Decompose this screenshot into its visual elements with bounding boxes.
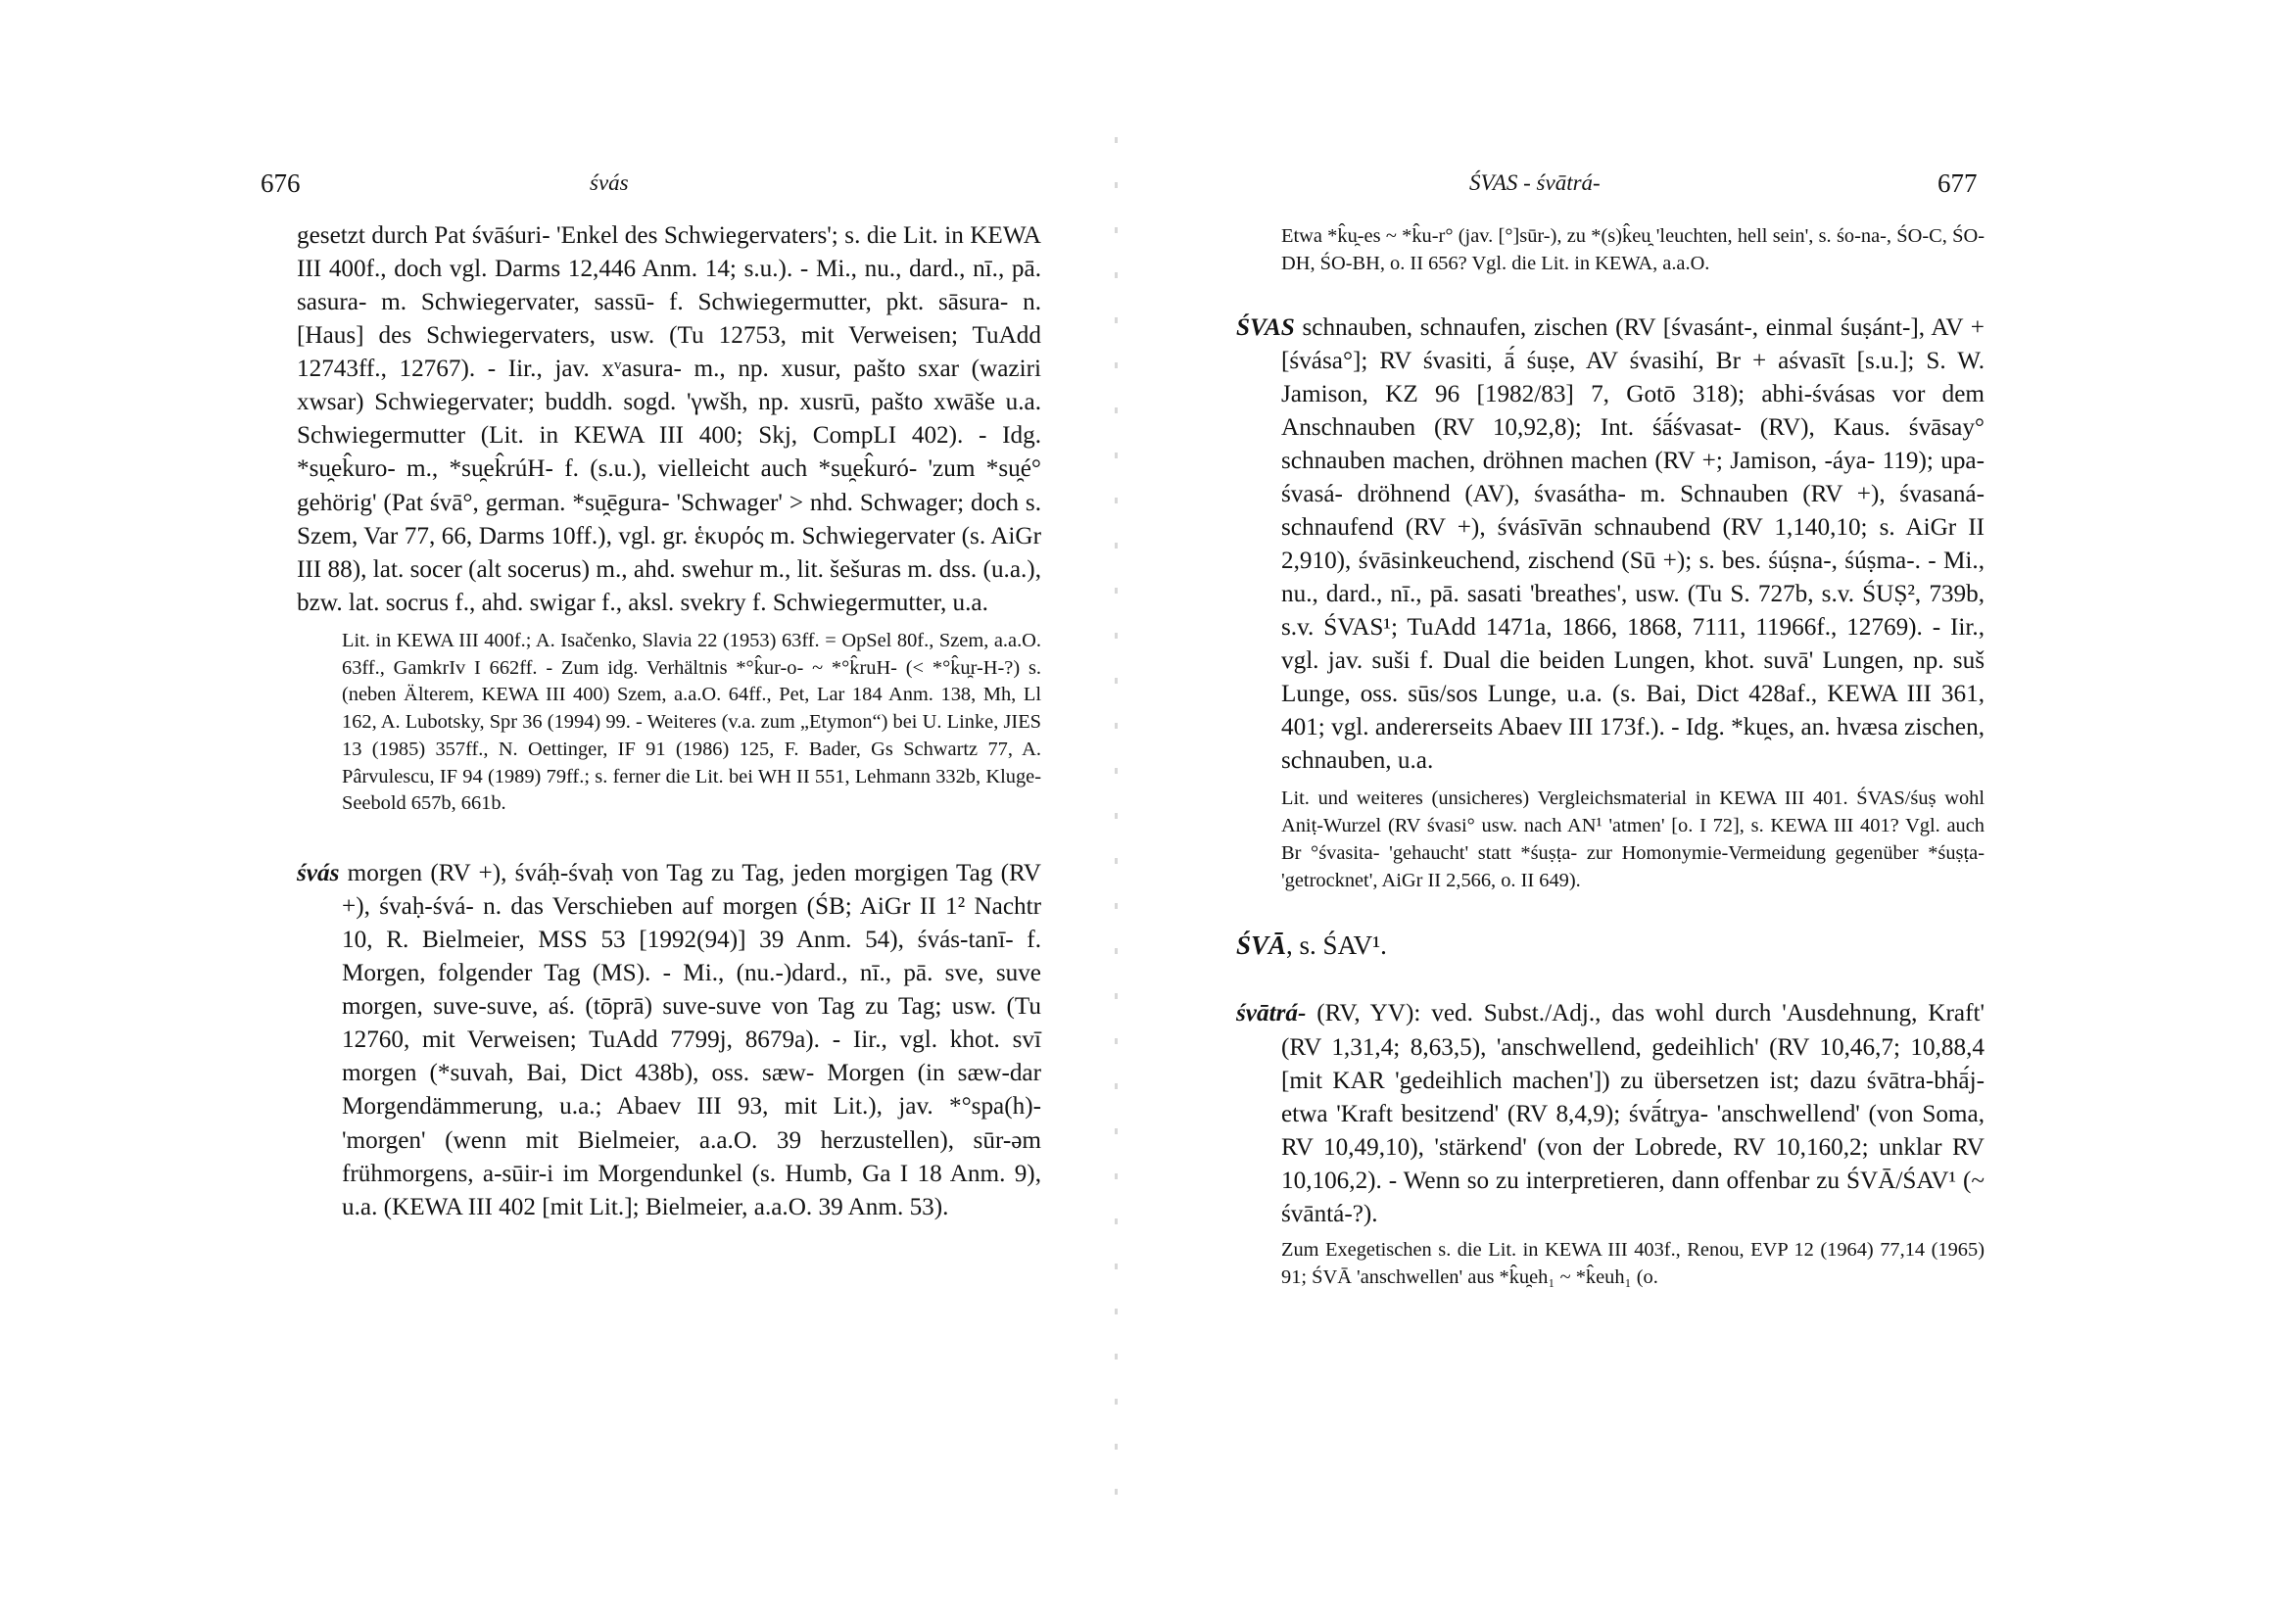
lemma-svatra: śvātrá-: [1236, 1000, 1307, 1027]
entry-svatra-text: (RV, YV): ved. Subst./Adj., das wohl durch 'Ausdehnung, Kraft' (RV 1,31,4; 8,63,5), 'anschwellend, gedeihlich' (RV 10,46,7; 10,88,4 [mit KAR 'gedeihlich machen']) zu übersetzen ist; dazu śvātra-bhā́j- etwa 'Kraft besitzend' (RV 8,4,9); śvā́tr̥ya- 'anschwellend' (von Soma, RV 10,49,10), 'stärkend' (von der Lobrede, RV 10,160,2; unklar RV 10,106,2). - Wenn so zu interpretieren, dann offenbar zu ŚVĀ/ŚAV¹ (~ śvāntá-?).: [1281, 1000, 1985, 1227]
entry-svas-text: morgen (RV +), śváḥ-śvaḥ von Tag zu Tag, jeden morgigen Tag (RV +), śvaḥ-śvá- n. das Verschieben auf morgen (ŚB; AiGr II 1² Nachtr 10, R. Bielmeier, MSS 53 [1992(94)] 39 Anm. 54), śvás-tanī- f. Morgen, folgender Tag (MS). - Mi., (nu.-)dard., nī., pā. sve, suve morgen, suve-suve, aś. (tōprā) suve-suve von Tag zu Tag; usw. (Tu 12760, mit Verweisen; TuAdd 7799j, 8679a). - Iir., vgl. khot. svī morgen (*suvah, Bai, Dict 438b), oss. sæw- Morgen (in sæw-dar Morgendämmerung, u.a.; Abaev III 93, mit Lit.), jav. *°spa(h)- 'morgen' (wenn mit Bielmeier, a.a.O. 39 herzustellen), sūr-əm frühmorgens, a-sūir-i im Morgendunkel (s. Humb, Ga I 18 Anm. 9), u.a. (KEWA III 402 [mit Lit.]; Bielmeier, a.a.O. 39 Anm. 53).: [339, 860, 1041, 1220]
lemma-SVA: ŚVĀ: [1236, 930, 1287, 961]
lemma-svas: śvás: [297, 860, 340, 886]
literature-note-svatra: Zum Exegetischen s. die Lit. in KEWA III 403f., Renou, EVP 12 (1964) 77,14 (1965) 91; ŚVĀ 'anschwellen' aus *k̂u̯eh₁ ~ *k̂euh₁ (o.: [1281, 1238, 1985, 1288]
literature-note-left: Lit. in KEWA III 400f.; A. Isačenko, Slavia 22 (1953) 63ff. = OpSel 80f., Szem, a.a.O. 63ff., GamkrIv I 662ff. - Zum idg. Verhältnis *°k̂ur-o- ~ *°k̂ruH- (< *°k̂u̯r-H-?) s. (neben Älterem, KEWA III 400) Szem, a.a.O. 64ff., Pet, Lar 184 Anm. 138, Mh, Ll 162, A. Lubotsky, Spr 36 (1994) 99. - Weiteres (v.a. zum „Etymon“) bei U. Linke, JIES 13 (1985) 357ff., N. Oettinger, IF 91 (1986) 125, F. Bader, Gs Schwartz 77, A. Pârvulescu, IF 94 (1989) 79ff.; s. ferner die Lit. bei WH II 551, Lehmann 332b, Kluge-Seebold 657b, 661b.: [342, 629, 1041, 815]
literature-note-SVAS: Lit. und weiteres (unsicheres) Vergleichsmaterial in KEWA III 401. ŚVAS/śuṣ wohl Aniṭ-Wurzel (RV śvasi° usw. nach AN¹ 'atmen' [o. I 72], s. KEWA III 401? Vgl. auch Br °śvasita- 'gehaucht' statt *śuṣṭa- zur Homonymie-Vermeidung gegenüber *śuṣṭa- 'getrocknet', AiGr II 2,566, o. II 649).: [1281, 787, 1985, 891]
entry-svatra: [1236, 997, 1985, 1230]
entry-SVAS: [1236, 311, 1985, 779]
entry-SVA: [1236, 928, 1985, 964]
lemma-SVAS: ŚVAS: [1236, 313, 1295, 341]
running-head-left: śvás: [590, 170, 629, 195]
continuation-note-right: Etwa *k̂u̯-es ~ *k̂u-r° (jav. [°]sūr-), zu *(s)k̂eu̯ 'leuchten, hell sein', s. śo-na-, ŚO-C, ŚO-DH, ŚO-BH, o. II 656? Vgl. die Lit. in KEWA, a.a.O.: [1281, 225, 1985, 274]
running-head-right: ŚVAS - śvātrá-: [1469, 170, 1601, 195]
continuation-paragraph-left: gesetzt durch Pat śvāśuri- 'Enkel des Schwiegervaters'; s. die Lit. in KEWA III 400f., doch vgl. Darms 12,446 Anm. 14; s.u.). - Mi., nu., dard., nī., pā. sasura- m. Schwiegervater, sassū- f. Schwiegermutter, pkt. sāsura- n. [Haus] des Schwiegervaters, usw. (Tu 12753, mit Verweisen; TuAdd 12743ff., 12767). - Iir., jav. xᵛasura- m., np. xusur, pašto sxar (waziri xwsar) Schwiegervater; buddh. sogd. 'γwšh, np. xusrū, pašto xwāše u.a. Schwiegermutter (Lit. in KEWA III 400; Skj, CompLI 402). - Idg. *su̯ek̂uro- m., *su̯ek̂rúH- f. (s.u.), vielleicht auch *su̯ek̂uró- 'zum *su̯é° gehörig' (Pat śvā°, german. *su̯ēgura- 'Schwager' > nhd. Schwager; doch s. Szem, Var 77, 66, Darms 10ff.), vgl. gr. ἑκυρός m. Schwiegervater (s. AiGr III 88), lat. socer (alt socerus) m., ahd. swehur m., lit. šešuras m. dss. (u.a.), bzw. lat. socrus f., ahd. swigar f., aksl. svekry f. Schwiegermutter, u.a.: [297, 222, 1041, 616]
entry-SVA-text: , s. ŚAV¹.: [1286, 930, 1387, 961]
page-number-right: 677: [1937, 168, 1978, 198]
right-column: [1236, 223, 1985, 1291]
entry-SVAS-text: schnauben, schnaufen, zischen (RV [śvasánt-, einmal śuṣánt-], AV + [śvása°]; RV śvasiti, ā́ śuṣe, AV śvasihí, Br + aśvasīt [s.u.]; S. W. Jamison, KZ 96 [1982/83] 7, Gotō 318); abhi-śvásas vor dem Anschnauben (RV 10,92,8); Int. śā́śvasat- (RV), Kaus. śvāsay° schnauben machen, dröhnen machen (RV +; Jamison, -áya- 119); upa-śvasá- dröhnend (AV), śvasátha- m. Schnauben (RV +), śvasaná- schnaufend (RV +), śvásīvān schnaubend (RV 1,140,10; s. AiGr II 2,910), śvāsinkeuchend, zischend (Sū +); s. bes. śúṣna-, śúṣma-. - Mi., nu., dard., nī., pā. sasati 'breathes', usw. (Tu S. 727b, s.v. ŚUṢ², 739b, s.v. ŚVAS¹; TuAdd 1471a, 1866, 1868, 7111, 11966f., 12769). - Iir., vgl. jav. suši f. Dual die beiden Lungen, khot. suvā' Lungen, np. suš Lunge, oss. sūs/sos Lunge, u.a. (s. Bai, Dict 428af., KEWA III 361, 401; vgl. andererseits Abaev III 173f.). - Idg. *ku̯es, an. hvæsa zischen, schnauben, u.a.: [1281, 313, 1985, 775]
page-number-left: 676: [261, 168, 301, 198]
